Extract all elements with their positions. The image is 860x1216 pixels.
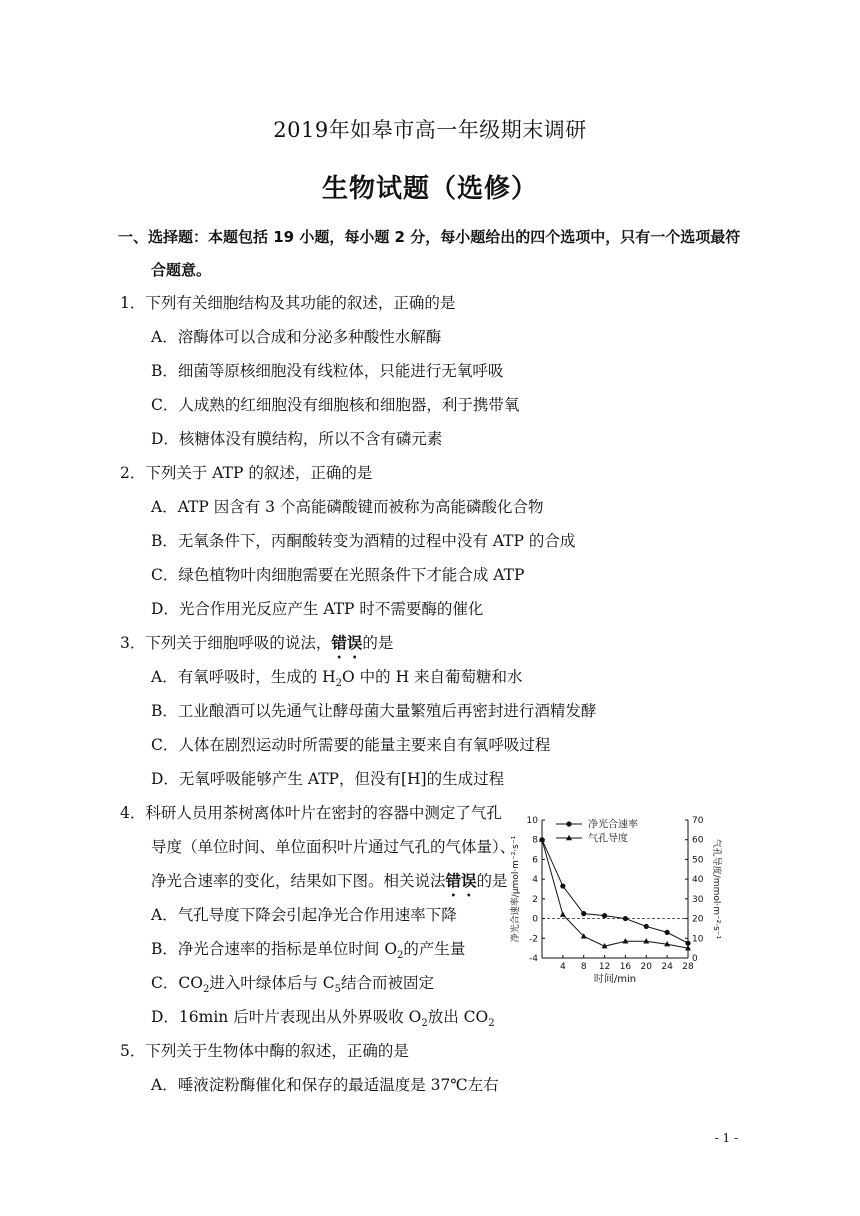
- x-tick-label: 24: [661, 962, 673, 972]
- q2-option-d: D．光合作用光反应产生 ATP 时不需要酶的催化: [151, 600, 484, 618]
- q4-d-sub-2: 2: [488, 1018, 495, 1030]
- q5-stem: 5．下列关于生物体中酶的叙述，正确的是: [120, 1042, 409, 1060]
- y-right-tick-label: 50: [692, 855, 704, 866]
- legend-label-1: 净光合速率: [588, 819, 638, 831]
- x-tick-label: 12: [598, 962, 611, 972]
- series-point-circle: [560, 883, 565, 888]
- q4-stem-line-1: 4．科研人员用茶树离体叶片在密封的容器中测定了气孔: [120, 804, 502, 822]
- q4-stem-line-2: 导度（单位时间、单位面积叶片通过气孔的气体量）、: [151, 838, 516, 856]
- y-right-tick-label: 20: [692, 914, 704, 925]
- q2-option-b: B．无氧条件下，丙酮酸转变为酒精的过程中没有 ATP 的合成: [151, 532, 576, 550]
- q4-c-sub-1: 2: [202, 984, 210, 996]
- q3-option-d: D．无氧呼吸能够产生 ATP，但没有[H]的生成过程: [151, 770, 505, 788]
- q4-stem-post: 的是: [476, 872, 508, 890]
- q4-option-c: [151, 971, 434, 995]
- y-left-tick-label: 2: [532, 894, 538, 905]
- y-right-tick-label: 0: [692, 954, 698, 964]
- q1-option-d: D．核糖体没有膜结构，所以不含有磷元素: [151, 430, 443, 448]
- q4-b-post: 的产生量: [403, 940, 466, 958]
- y-left-tick-label: 4: [532, 875, 538, 886]
- q3-stem-emphasis: 错误: [331, 633, 363, 652]
- section-line-2: 合题意。: [151, 261, 212, 279]
- series-point-circle: [602, 913, 607, 918]
- q3-option-a: [151, 665, 523, 689]
- photosynthesis-chart: [508, 808, 738, 998]
- y-right-tick-label: 10: [692, 934, 704, 945]
- x-tick-label: 4: [559, 962, 566, 972]
- y-right-tick-label: 30: [692, 894, 704, 905]
- q3-option-b: B．工业酿酒可以先通气让酵母菌大量繁殖后再密封进行酒精发酵: [151, 702, 597, 720]
- series-line-1: [542, 840, 688, 944]
- q3-stem-pre: 3．下列关于细胞呼吸的说法，: [120, 634, 332, 652]
- series-point-triangle: [560, 911, 566, 916]
- q4-c-mid: 进入叶绿体后与 C: [209, 974, 335, 992]
- y-left-tick-label: 8: [532, 835, 538, 846]
- x-tick-label: 20: [640, 962, 653, 972]
- x-tick-label: 16: [619, 962, 632, 972]
- q3-a-pre: A．有氧呼吸时，生成的 H: [151, 668, 336, 686]
- q3-stem-post: 的是: [362, 634, 394, 652]
- y-right-tick-label: 60: [692, 835, 704, 846]
- q4-stem-line-3: [151, 869, 508, 900]
- y-left-tick-label: -2: [529, 934, 538, 945]
- series-point-circle: [644, 924, 649, 929]
- q2-option-a: A．ATP 因含有 3 个高能磷酸键而被称为高能磷酸化合物: [151, 498, 544, 516]
- series-point-circle: [665, 930, 670, 935]
- q5-option-a: A．唾液淀粉酶催化和保存的最适温度是 37℃左右: [151, 1076, 499, 1094]
- y-right-tick-label: 40: [692, 875, 704, 886]
- legend-label-2: 气孔导度: [588, 833, 628, 845]
- q3-option-c: C．人体在剧烈运动时所需要的能量主要来自有氧呼吸过程: [151, 736, 551, 754]
- exam-subtitle: 生物试题（选修）: [321, 174, 538, 204]
- section-line-1: 一、选择题：本题包括 19 小题，每小题 2 分，每小题给出的四个选项中，只有一个选项最符: [118, 228, 741, 246]
- y-axis-label-left: 净光合速率/μmol·m⁻²·s⁻¹: [511, 835, 521, 943]
- y-axis-label-right: 气孔导度/mmol·m⁻²·s⁻¹: [711, 838, 721, 940]
- q4-stem-emphasis: 错误: [445, 871, 477, 890]
- q4-b-pre: B．净光合速率的指标是单位时间 O: [151, 940, 398, 958]
- q1-option-b: B．细菌等原核细胞没有线粒体，只能进行无氧呼吸: [151, 362, 504, 380]
- y-left-tick-label: -4: [529, 954, 538, 964]
- series-point-circle: [581, 911, 586, 916]
- q4-stem-pre: 净光合速率的变化，结果如下图。相关说法: [151, 872, 446, 890]
- x-tick-label: 8: [580, 962, 587, 972]
- exam-title: 2019年如皋市高一年级期末调研: [273, 118, 587, 142]
- q3-a-post: O 中的 H 来自葡萄糖和水: [342, 668, 523, 686]
- x-tick-label: 28: [682, 962, 694, 972]
- q4-option-d: [151, 1005, 495, 1029]
- q3-a-sub: 2: [335, 678, 343, 690]
- q2-option-c: C．绿色植物叶肉细胞需要在光照条件下才能合成 ATP: [151, 566, 525, 584]
- page-number: - 1 -: [714, 1131, 738, 1145]
- q4-c-pre: C．CO: [151, 974, 203, 992]
- q4-d-mid: 放出 CO: [427, 1008, 489, 1026]
- q1-option-c: C．人成熟的红细胞没有细胞核和细胞器，利于携带氧: [151, 396, 520, 414]
- y-left-tick-label: 6: [532, 855, 538, 866]
- q4-c-sub-2: 5: [334, 984, 341, 996]
- y-left-tick-label: 0: [532, 914, 538, 925]
- q4-option-a: A．气孔导度下降会引起净光合作用速率下降: [151, 906, 457, 924]
- series-point-circle: [623, 916, 628, 921]
- q4-d-sub-1: 2: [421, 1018, 428, 1030]
- y-left-tick-label: 10: [526, 816, 538, 826]
- q4-option-b: [151, 937, 465, 961]
- y-right-tick-label: 70: [692, 816, 704, 826]
- q1-option-a: A．溶酶体可以合成和分泌多种酸性水解酶: [151, 328, 442, 346]
- q4-b-sub: 2: [397, 950, 404, 962]
- x-axis-label: 时间/min: [593, 974, 637, 985]
- q2-stem: 2．下列关于 ATP 的叙述，正确的是: [120, 464, 373, 482]
- q4-d-pre: D．16min 后叶片表现出从外界吸收 O: [151, 1008, 422, 1026]
- legend-marker-circle: [566, 821, 571, 826]
- q1-stem: 1．下列有关细胞结构及其功能的叙述，正确的是: [120, 294, 456, 312]
- q4-c-post: 结合而被固定: [340, 974, 434, 992]
- q3-stem: [120, 631, 393, 662]
- section-instructions: [118, 221, 748, 287]
